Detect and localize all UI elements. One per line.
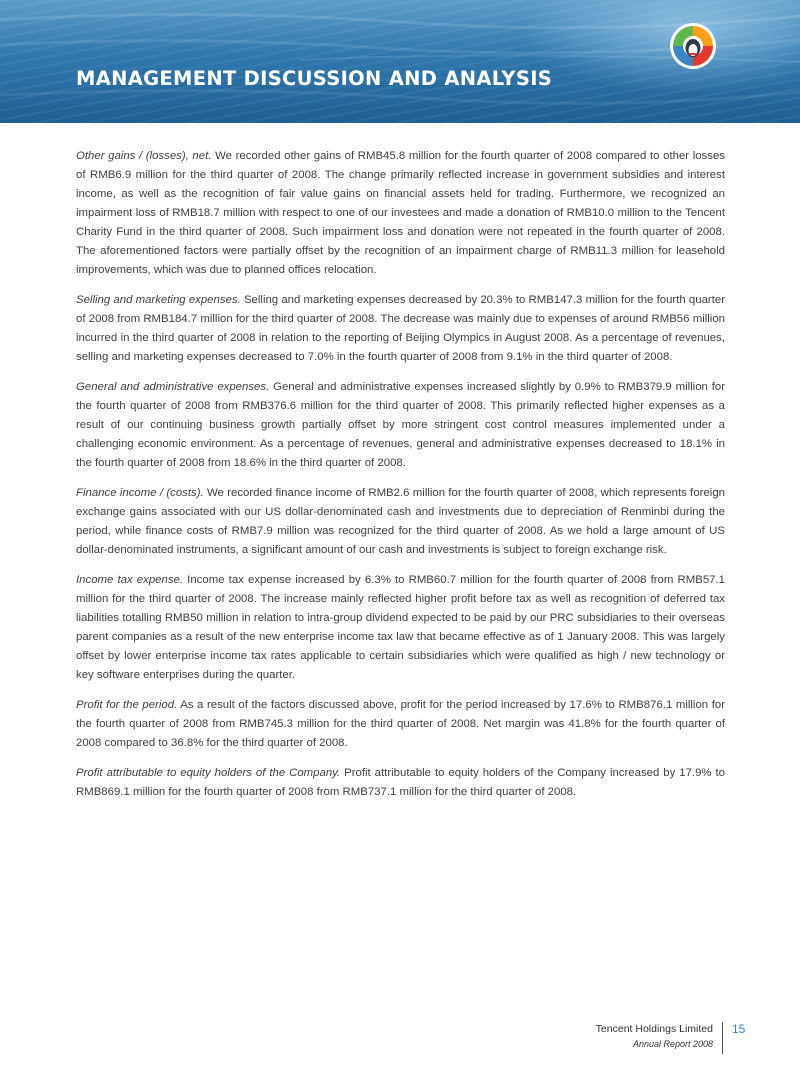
paragraph-body: We recorded other gains of RMB45.8 million for the fourth quarter of 2008 compared to other losses of RMB6.9 million for the third quarter of 2008. The change primarily reflected increase in government subsidies and interest income, as well as the recognition of fair value gains on financial assets held for trading. Furthermore, we recognized an impairment loss of RMB18.7 million with respect to one of our investees and made a donation of RMB10.0 million to the Tencent Charity Fund in the third quarter of 2008. Such impairment loss and donation were not repeated in the fourth quarter of 2008. The aforementioned factors were partially offset by the recognition of an impairment charge of RMB11.3 million for leasehold improvements, which was due to planned offices relocation. [76, 150, 725, 276]
footer-company-name: Tencent Holdings Limited [595, 1023, 713, 1035]
footer-divider [722, 1022, 723, 1054]
paragraph-profit-period [76, 696, 725, 753]
paragraph-body: As a result of the factors discussed above, profit for the period increased by 17.6% to RMB876.1 million for the fourth quarter of 2008 from RMB745.3 million for the third quarter of 2008. Net margin was 41.8% for the fourth quarter of 2008 compared to 36.8% for the third quarter of 2008. [76, 699, 725, 749]
paragraph-other-gains [76, 147, 725, 280]
body-text [76, 147, 725, 813]
paragraph-body: We recorded finance income of RMB2.6 million for the fourth quarter of 2008, which represents foreign exchange gains associated with our US dollar-denominated cash and investments due to depreciation of Renminbi during the period, while finance costs of RMB7.9 million was recognized for the third quarter of 2008. As we hold a large amount of US dollar-denominated instruments, a significant amount of our cash and investments is subject to foreign exchange risk. [76, 487, 725, 556]
paragraph-heading: Finance income / (costs). [76, 487, 204, 499]
header-banner [0, 0, 800, 123]
paragraph-heading: Other gains / (losses), net. [76, 150, 212, 162]
paragraph-body: General and administrative expenses increased slightly by 0.9% to RMB379.9 million for the fourth quarter of 2008 from RMB376.6 million for the third quarter of 2008. This primarily reflected higher expenses as a result of our continuing business growth partially offset by more stringent cost control measures implemented under a challenging economic environment. As a percentage of revenues, general and administrative expenses decreased to 18.1% in the fourth quarter of 2008 from 18.6% in the third quarter of 2008. [76, 381, 725, 469]
paragraph-body: Income tax expense increased by 6.3% to RMB60.7 million for the fourth quarter of 2008 from RMB57.1 million for the third quarter of 2008. The increase mainly reflected higher profit before tax as well as recognition of deferred tax liabilities totalling RMB50 million in relation to intra-group dividend expected to be paid by our PRC subsidiaries to their overseas parent companies as a result of the new enterprise income tax law that became effective as of 1 January 2008. This was largely offset by lower enterprise income tax rates applicable to certain subsidiaries which were qualified as high / new technology or key software enterprises during the quarter. [76, 574, 725, 681]
paragraph-heading: Profit attributable to equity holders of the Company. [76, 767, 341, 779]
paragraph-body: Selling and marketing expenses decreased by 20.3% to RMB147.3 million for the fourth quarter of 2008 from RMB184.7 million for the third quarter of 2008. The decrease was mainly due to expenses of around RMB56 million incurred in the third quarter of 2008 in relation to the reporting of Beijing Olympics in August 2008. As a percentage of revenues, selling and marketing expenses decreased to 7.0% in the fourth quarter of 2008 from 9.1% in the third quarter of 2008. [76, 294, 725, 363]
paragraph-selling-marketing [76, 291, 725, 367]
paragraph-profit-attributable [76, 764, 725, 802]
page-number: 15 [732, 1022, 746, 1036]
paragraph-heading: Income tax expense. [76, 574, 184, 586]
footer-report-title: Annual Report 2008 [632, 1039, 713, 1049]
paragraph-heading: Selling and marketing expenses. [76, 294, 241, 306]
page-title: MANAGEMENT DISCUSSION AND ANALYSIS [76, 67, 553, 90]
tencent-penguin-logo-icon [669, 22, 717, 70]
paragraph-body: Profit attributable to equity holders of the Company increased by 17.9% to RMB869.1 million for the fourth quarter of 2008 from RMB737.1 million for the third quarter of 2008. [76, 767, 725, 798]
paragraph-finance-income [76, 484, 725, 560]
paragraph-heading: Profit for the period. [76, 699, 178, 711]
paragraph-general-admin [76, 378, 725, 473]
paragraph-heading: General and administrative expenses. [76, 381, 270, 393]
paragraph-income-tax [76, 571, 725, 685]
